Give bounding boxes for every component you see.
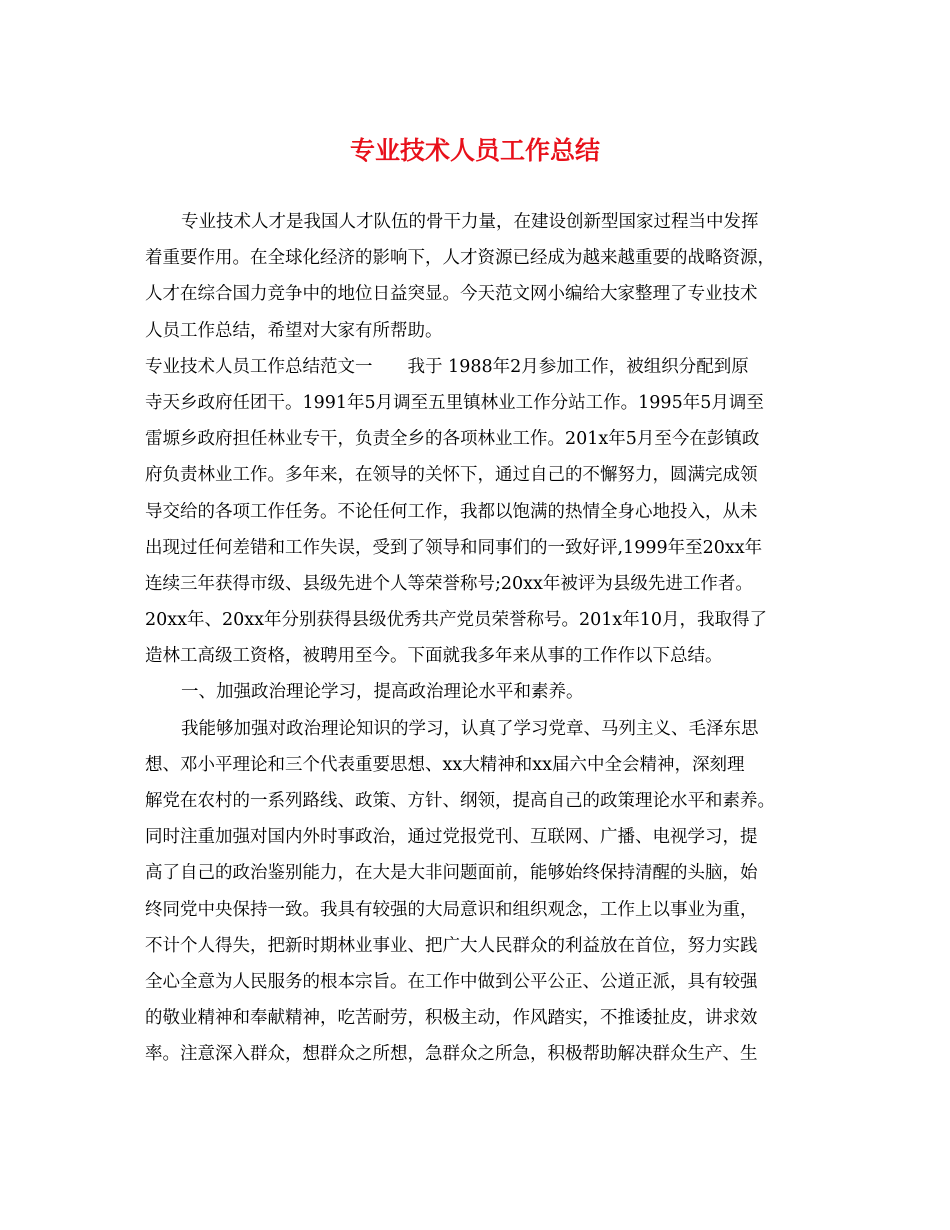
text-line: 出现过任何差错和工作失误，受到了领导和同事们的一致好评,1999年至20xx年 [145,537,763,558]
text-line: 连续三年获得市级、县级先进个人等荣誉称号;20xx年被评为县级先进工作者。 [145,573,753,594]
text-line: 高了自己的政治鉴别能力，在大是大非问题面前，能够始终保持清醒的头脑，始 [145,863,758,884]
text-line: 人才在综合国力竞争中的地位日益突显。今天范文网小编给大家整理了专业技术 [145,284,758,305]
text-line: 专业技术人员工作总结范文一 我于 1988年2月参加工作，被组织分配到原 [145,356,749,377]
text-line: 解党在农村的一系列路线、政策、方针、纲领，提高自己的政策理论水平和素养。 [145,791,775,811]
text-line: 20xx年、20xx年分别获得县级优秀共产党员荣誉称号。201x年10月，我取得了 [145,610,768,631]
text-line: 我能够加强对政治理论知识的学习，认真了学习党章、马列主义、毛泽东思 [181,718,759,739]
text-line: 着重要作用。在全球化经济的影响下，人才资源已经成为越来越重要的战略资源， [145,248,775,269]
text-line: 府负责林业工作。多年来，在领导的关怀下，通过自己的不懈努力，圆满完成领 [145,465,758,486]
text-line: 同时注重加强对国内外时事政治，通过党报党刊、互联网、广播、电视学习，提 [145,827,758,848]
text-line: 导交给的各项工作任务。不论任何工作，我都以饱满的热情全身心地投入，从未 [145,501,758,522]
text-line: 想、邓小平理论和三个代表重要思想、xx大精神和xx届六中全会精神，深刻理 [145,754,745,775]
text-line: 人员工作总结，希望对大家有所帮助。 [145,320,443,341]
text-line: 造林工高级工资格，被聘用至今。下面就我多年来从事的工作作以下总结。 [145,646,723,667]
text-line: 的敬业精神和奉献精神，吃苦耐劳，积极主动，作风踏实，不推诿扯皮，讲求效 [145,1008,758,1029]
text-line: 不计个人得失，把新时期林业事业、把广大人民群众的利益放在首位，努力实践 [145,935,758,956]
text-line: 终同党中央保持一致。我具有较强的大局意识和组织观念，工作上以事业为重， [145,899,758,920]
text-line: 专业技术人才是我国人才队伍的骨干力量，在建设创新型国家过程当中发挥 [181,212,759,232]
text-line: 雷塬乡政府担任林业专干，负责全乡的各项林业工作。201x年5月至今在彭镇政 [145,429,760,450]
document-body [145,204,805,1073]
text-line: 全心全意为人民服务的根本宗旨。在工作中做到公平公正、公道正派，具有较强 [145,971,758,992]
document-title: 专业技术人员工作总结 [349,136,600,165]
text-line: 寺天乡政府任团干。1991年5月调至五里镇林业工作分站工作。1995年5月调至 [145,392,764,413]
text-line: 率。注意深入群众，想群众之所想，急群众之所急，积极帮助解决群众生产、生 [145,1044,758,1065]
section-heading: 一、加强政治理论学习，提高政治理论水平和素养。 [181,682,584,703]
